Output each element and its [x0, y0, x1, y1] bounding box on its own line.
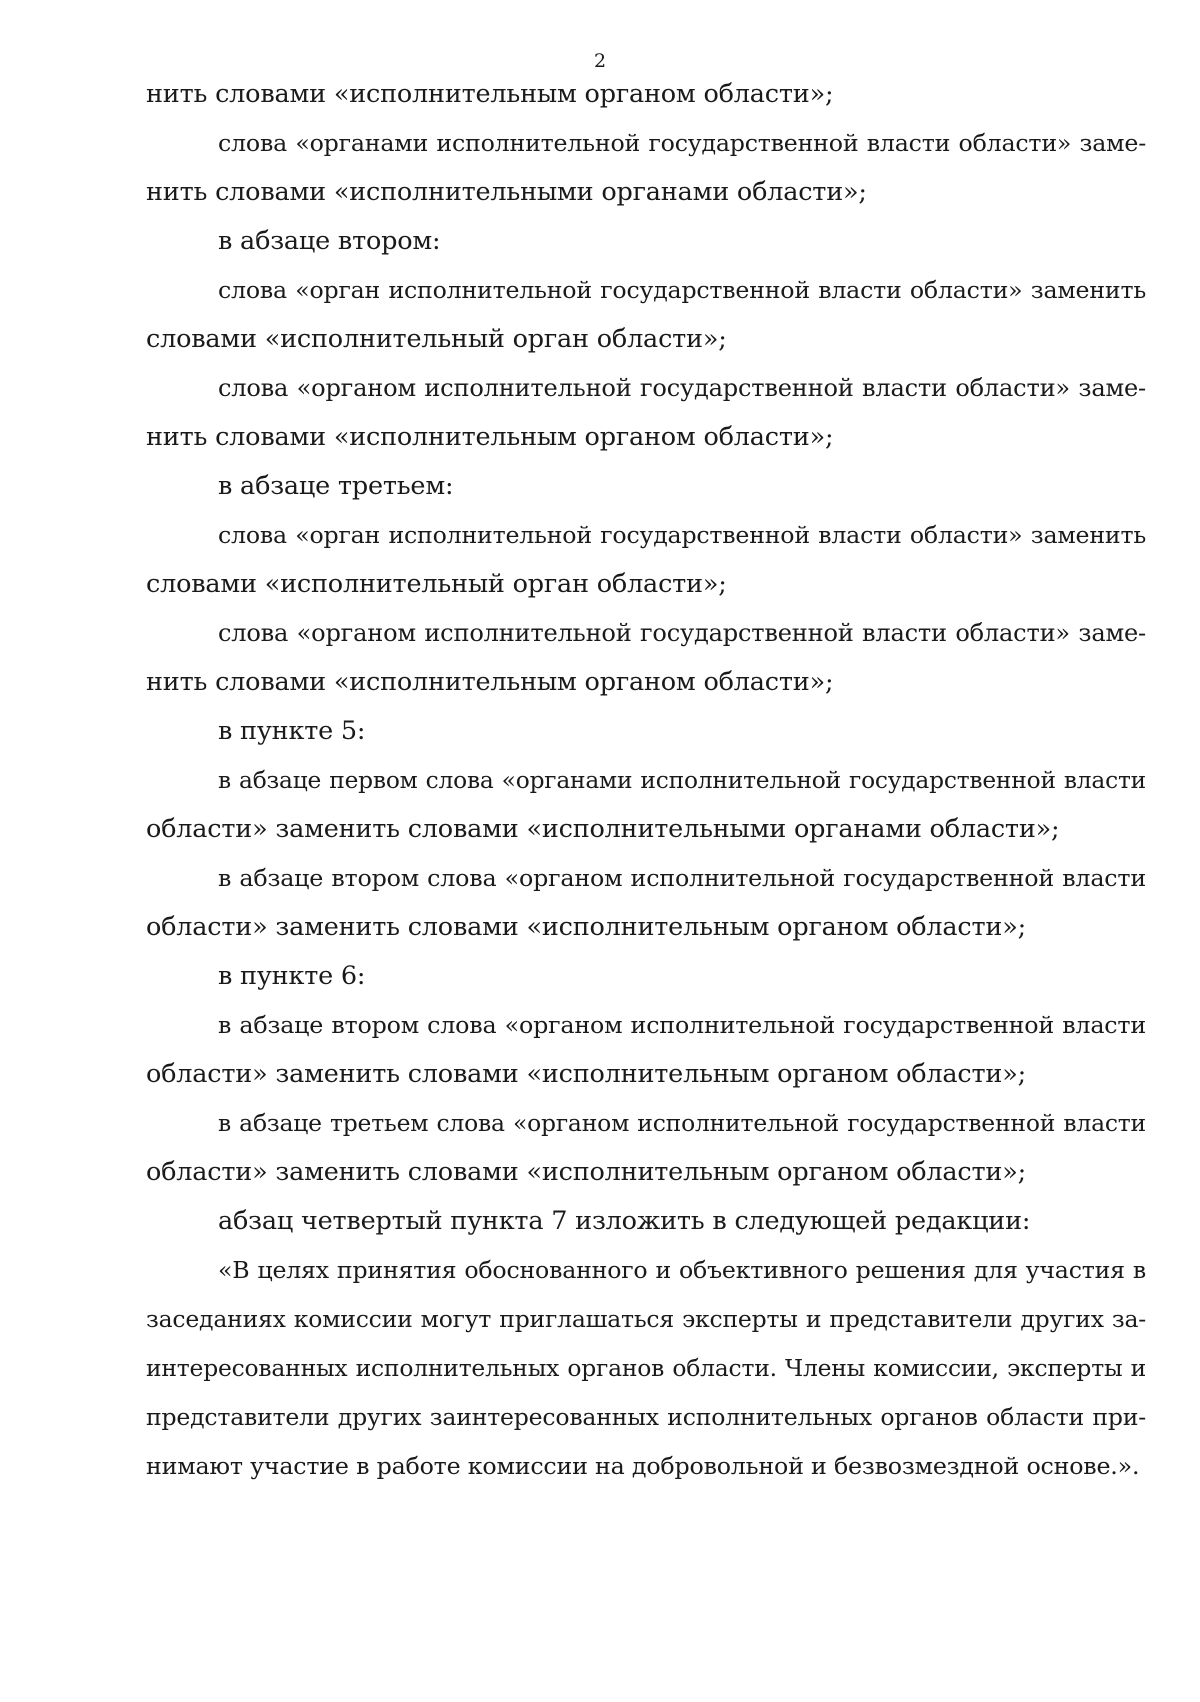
text-line: области» заменить словами «исполнительным органом области»;	[146, 912, 1026, 942]
text-line: слова «орган исполнительной государственной власти области» заменить	[218, 521, 1146, 549]
text-line: области» заменить словами «исполнительными органами области»;	[146, 814, 1060, 844]
text-line: в абзаце третьем слова «органом исполнительной государственной власти	[218, 1109, 1146, 1137]
text-line: слова «органом исполнительной государственной власти области» заме-	[218, 619, 1146, 647]
text-line: в пункте 5:	[218, 716, 366, 746]
text-line: области» заменить словами «исполнительным органом области»;	[146, 1157, 1026, 1187]
text-line: нить словами «исполнительным органом области»;	[146, 422, 834, 452]
text-line: в абзаце втором:	[218, 226, 441, 256]
text-line: заседаниях комиссии могут приглашаться эксперты и представители других за-	[146, 1305, 1146, 1333]
document-body	[146, 70, 1146, 1491]
text-line: «В целях принятия обоснованного и объективного решения для участия в	[218, 1256, 1146, 1284]
text-line: представители других заинтересованных исполнительных органов области при-	[146, 1403, 1146, 1431]
text-line: нить словами «исполнительным органом области»;	[146, 667, 834, 697]
text-line: в абзаце втором слова «органом исполнительной государственной власти	[218, 864, 1146, 892]
text-line: абзац четвертый пункта 7 изложить в следующей редакции:	[218, 1206, 1031, 1236]
text-line: нимают участие в работе комиссии на добровольной и безвозмездной основе.».	[146, 1452, 1140, 1480]
text-line: нить словами «исполнительным органом области»;	[146, 79, 834, 109]
text-line: слова «органами исполнительной государственной власти области» заме-	[218, 129, 1146, 157]
text-line: в абзаце третьем:	[218, 471, 454, 501]
text-line: слова «органом исполнительной государственной власти области» заме-	[218, 374, 1146, 402]
text-line: в абзаце втором слова «органом исполнительной государственной власти	[218, 1011, 1146, 1039]
text-line: словами «исполнительный орган области»;	[146, 569, 727, 599]
text-line: области» заменить словами «исполнительным органом области»;	[146, 1059, 1026, 1089]
page-number: 2	[593, 50, 607, 72]
text-line: интересованных исполнительных органов области. Члены комиссии, эксперты и	[146, 1354, 1146, 1382]
text-line: словами «исполнительный орган области»;	[146, 324, 727, 354]
text-line: слова «орган исполнительной государственной власти области» заменить	[218, 276, 1146, 304]
text-line: в пункте 6:	[218, 961, 366, 991]
text-line: нить словами «исполнительными органами области»;	[146, 177, 867, 207]
text-line: в абзаце первом слова «органами исполнительной государственной власти	[218, 767, 1146, 794]
